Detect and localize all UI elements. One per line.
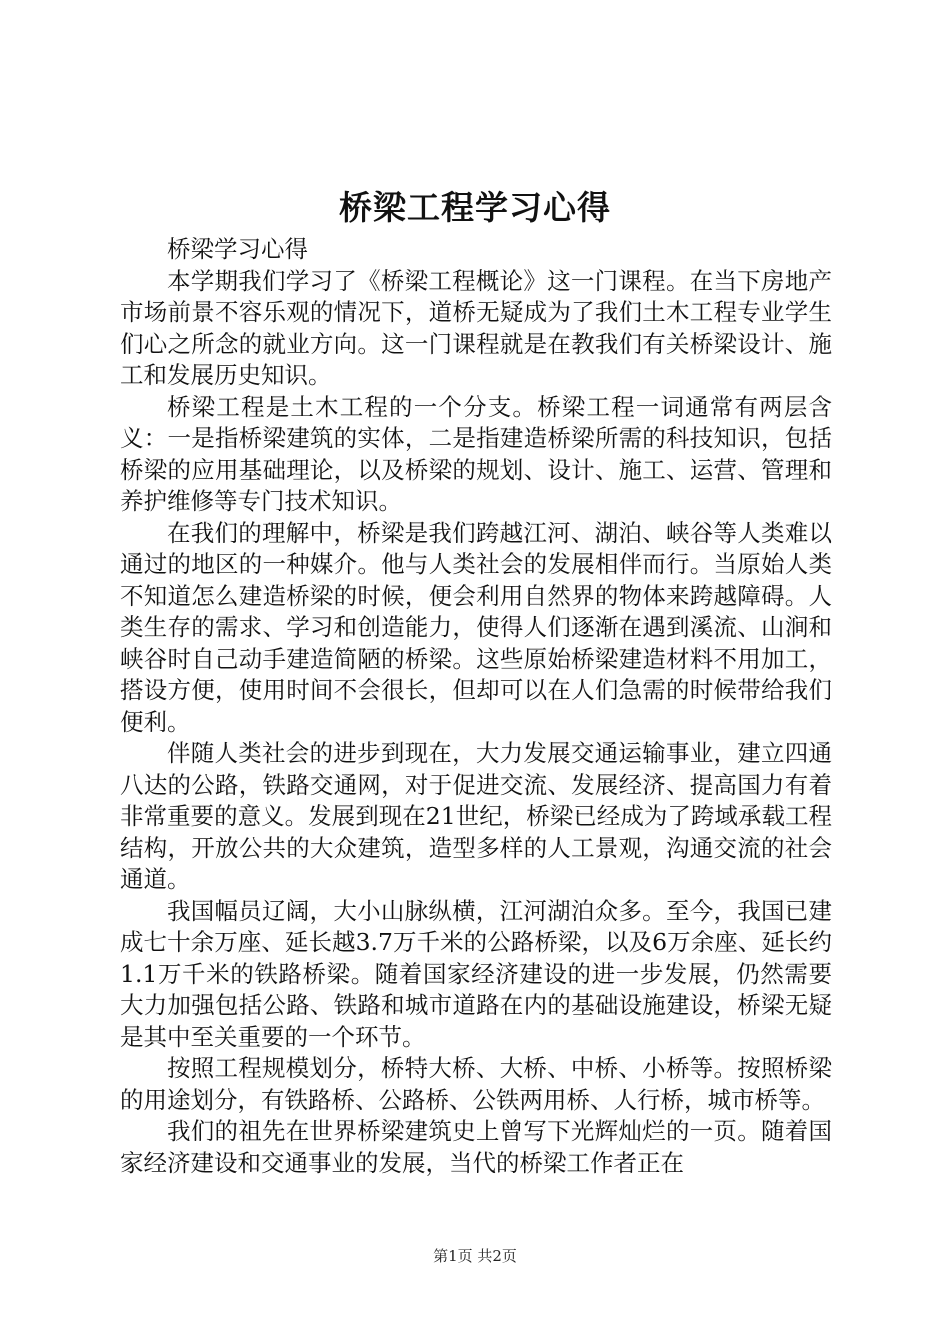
paragraph-2: 本学期我们学习了《桥梁工程概论》这一门课程。在当下房地产市场前景不容乐观的情况下，道桥无疑成为了我们土木工程专业学生们心之所念的就业方向。这一门课程就是在教我们有关桥梁设计、施工和发展历史知识。 bbox=[120, 266, 832, 389]
paragraph-5: 伴随人类社会的进步到现在，大力发展交通运输事业，建立四通八达的公路，铁路交通网，对于促进交流、发展经济、提高国力有着非常重要的意义。发展到现在21世纪，桥梁已经成为了跨域承载工程结构，开放公共的大众建筑，造型多样的人工景观，沟通交流的社会通道。 bbox=[120, 739, 832, 893]
paragraph-7: 按照工程规模划分，桥特大桥、大桥、中桥、小桥等。按照桥梁的用途划分，有铁路桥、公路桥、公铁两用桥、人行桥，城市桥等。 bbox=[120, 1054, 832, 1114]
paragraph-1: 桥梁学习心得 bbox=[167, 235, 308, 263]
paragraph-8: 我们的祖先在世界桥梁建筑史上曾写下光辉灿烂的一页。随着国家经济建设和交通事业的发展，当代的桥梁工作者正在 bbox=[120, 1117, 832, 1177]
paragraph-4: 在我们的理解中，桥梁是我们跨越江河、湖泊、峡谷等人类难以通过的地区的一种媒介。他与人类社会的发展相伴而行。当原始人类不知道怎么建造桥梁的时候，便会利用自然界的物体来跨越障碍。人类生存的需求、学习和创造能力，使得人们逐渐在遇到溪流、山涧和峡谷时自己动手建造简陋的桥梁。这些原始桥梁建造材料不用加工，搭设方便，使用时间不会很长，但却可以在人们急需的时候带给我们便利。 bbox=[120, 518, 832, 736]
page-footer: 第1页 共2页 bbox=[433, 1247, 517, 1265]
paragraph-6: 我国幅员辽阔，大小山脉纵横，江河湖泊众多。至今，我国已建成七十余万座、延长越3.7万千米的公路桥梁，以及6万余座、延长约1.1万千米的铁路桥梁。随着国家经济建设的进一步发展，仍然需要大力加强包括公路、铁路和城市道路在内的基础设施建设，桥梁无疑是其中至关重要的一个环节。 bbox=[120, 896, 832, 1051]
paragraph-3: 桥梁工程是土木工程的一个分支。桥梁工程一词通常有两层含义：一是指桥梁建筑的实体，二是指建造桥梁所需的科技知识，包括桥梁的应用基础理论，以及桥梁的规划、设计、施工、运营、管理和养护维修等专门技术知识。 bbox=[120, 392, 832, 515]
body-text bbox=[120, 234, 832, 1179]
page-title: 桥梁工程学习心得 bbox=[339, 188, 611, 227]
